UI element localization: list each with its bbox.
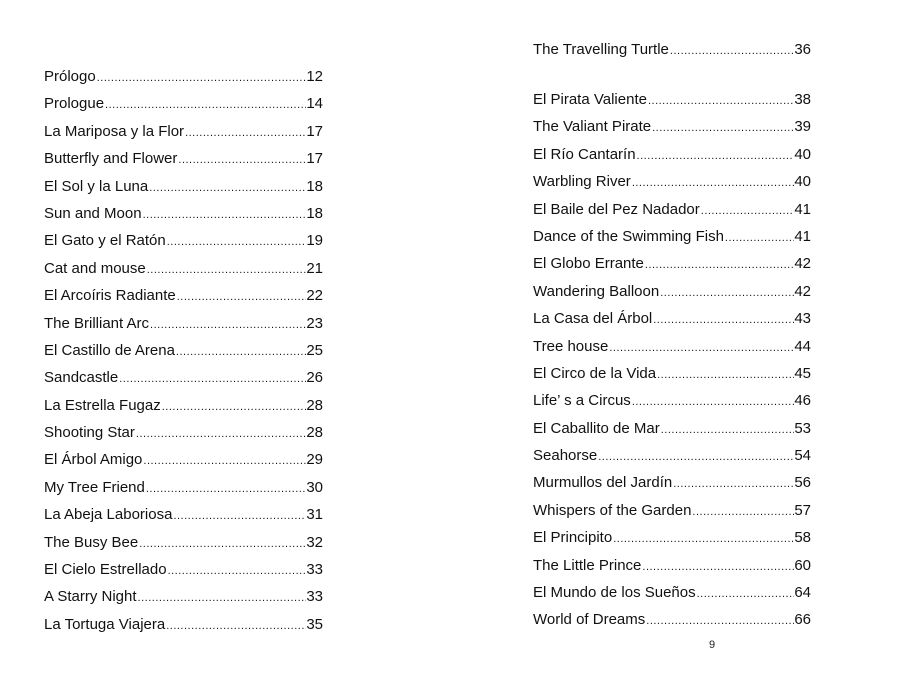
dot-leader — [651, 115, 794, 142]
toc-entry — [44, 282, 323, 309]
toc-entry-page: 44 — [794, 337, 811, 355]
toc-entry — [44, 173, 323, 200]
toc-entry-title: Prologue — [44, 95, 105, 113]
toc-entry-page: 30 — [306, 478, 323, 496]
toc-entry — [44, 255, 323, 282]
toc-entry — [44, 200, 323, 227]
dot-leader — [652, 307, 794, 334]
toc-entry — [533, 387, 811, 414]
toc-entry-page: 64 — [794, 584, 811, 602]
toc-entry-page: 32 — [306, 533, 323, 551]
dot-leader — [691, 499, 794, 526]
dot-leader — [146, 257, 307, 284]
dot-leader — [138, 531, 306, 558]
toc-entry — [533, 552, 811, 579]
dot-leader — [166, 229, 307, 256]
toc-entry-title: My Tree Friend — [44, 478, 145, 496]
toc-entry — [44, 501, 323, 528]
toc-entry-title: The Busy Bee — [44, 533, 139, 551]
toc-entry — [533, 168, 811, 195]
toc-entry-title: El Mundo de los Sueños — [533, 584, 696, 602]
toc-entry-title: El Árbol Amigo — [44, 451, 143, 469]
toc-entry — [44, 364, 323, 391]
toc-entry-page: 21 — [306, 259, 323, 277]
dot-leader — [167, 558, 307, 585]
toc-entry — [533, 579, 811, 606]
dot-leader — [161, 394, 307, 421]
toc-entry-title: El Caballito de Mar — [533, 419, 660, 437]
dot-leader — [165, 613, 306, 640]
toc-entry-title: El Gato y el Ratón — [44, 232, 166, 250]
toc-entry-title: World of Dreams — [533, 611, 646, 629]
dot-leader — [135, 421, 306, 448]
toc-entry — [44, 419, 323, 446]
toc-entry — [533, 469, 811, 496]
toc-entry-title: Shooting Star — [44, 424, 135, 442]
dot-leader — [647, 88, 794, 115]
dot-leader — [631, 170, 795, 197]
toc-entry-page: 60 — [794, 556, 811, 574]
toc-entry — [44, 446, 323, 473]
toc-entry — [533, 497, 811, 524]
toc-entry — [533, 360, 811, 387]
toc-entry — [44, 474, 323, 501]
toc-entry — [44, 118, 323, 145]
toc-entry — [533, 86, 811, 113]
dot-leader — [597, 444, 794, 471]
dot-leader — [145, 476, 306, 503]
toc-entry-page: 26 — [306, 369, 323, 387]
dot-leader — [142, 202, 307, 229]
toc-entry — [44, 63, 323, 90]
toc-entry-page: 22 — [306, 287, 323, 305]
toc-entry-page: 19 — [306, 232, 323, 250]
toc-entry-title: Butterfly and Flower — [44, 150, 178, 168]
toc-entry-page: 46 — [794, 392, 811, 410]
toc-entry-page: 57 — [794, 501, 811, 519]
toc-right-column — [533, 36, 811, 634]
dot-leader — [631, 389, 795, 416]
dot-leader — [118, 366, 306, 393]
toc-entry — [533, 113, 811, 140]
toc-entry-title: Life’ s a Circus — [533, 392, 631, 410]
toc-entry — [533, 36, 811, 63]
toc-entry-page: 17 — [306, 150, 323, 168]
dot-leader — [641, 554, 794, 581]
dot-leader — [645, 608, 794, 635]
toc-entry-page: 29 — [306, 451, 323, 469]
dot-leader — [177, 147, 306, 174]
toc-entry — [44, 392, 323, 419]
toc-left-column — [44, 63, 323, 638]
dot-leader — [669, 38, 794, 65]
dot-leader — [656, 362, 794, 389]
dot-leader — [608, 335, 794, 362]
toc-entry-page: 18 — [306, 204, 323, 222]
dot-leader — [659, 280, 794, 307]
toc-entry-title: A Starry Night — [44, 588, 137, 606]
dot-leader — [104, 92, 306, 119]
dot-leader — [184, 120, 306, 147]
toc-entry — [533, 442, 811, 469]
toc-entry-page: 18 — [306, 177, 323, 195]
toc-entry-page: 33 — [306, 588, 323, 606]
toc-entry-page: 31 — [306, 506, 323, 524]
dot-leader — [696, 581, 795, 608]
toc-entry-title: La Abeja Laboriosa — [44, 506, 173, 524]
toc-entry-title: El Circo de la Vida — [533, 364, 657, 382]
toc-entry-title: El Cielo Estrellado — [44, 561, 167, 579]
toc-entry-title: Whispers of the Garden — [533, 501, 692, 519]
toc-entry-title: Sandcastle — [44, 369, 119, 387]
dot-leader — [148, 175, 306, 202]
toc-entry — [533, 196, 811, 223]
toc-entry-page: 36 — [794, 41, 811, 58]
toc-entry-page: 40 — [794, 145, 811, 163]
toc-entry-page: 41 — [794, 200, 811, 218]
toc-entry-title: Prólogo — [44, 68, 96, 85]
toc-entry-page: 17 — [306, 122, 323, 140]
dot-leader — [176, 284, 307, 311]
toc-entry-page: 58 — [794, 529, 811, 547]
toc-entry-title: Wandering Balloon — [533, 282, 660, 300]
dot-leader — [137, 585, 307, 612]
toc-entry — [44, 90, 323, 117]
toc-entry — [44, 337, 323, 364]
toc-entry — [533, 141, 811, 168]
toc-entry-title: The Little Prince — [533, 556, 642, 574]
toc-entry-page: 25 — [306, 341, 323, 359]
toc-entry-page: 66 — [794, 611, 811, 629]
toc-entry-title: El Sol y la Luna — [44, 177, 149, 195]
toc-entry-title: Warbling River — [533, 173, 631, 191]
dot-leader — [660, 417, 795, 444]
toc-entry-title: The Valiant Pirate — [533, 118, 652, 136]
toc-entry-title: El Baile del Pez Nadador — [533, 200, 700, 218]
toc-entry — [533, 606, 811, 633]
toc-entry-title: Seahorse — [533, 447, 598, 465]
dot-leader — [142, 448, 306, 475]
dot-leader — [636, 143, 795, 170]
toc-entry-page: 43 — [794, 310, 811, 328]
toc-entry — [44, 583, 323, 610]
toc-entry — [44, 529, 323, 556]
toc-entry-title: Dance of the Swimming Fish — [533, 227, 724, 245]
toc-entry — [44, 556, 323, 583]
dot-leader — [149, 312, 306, 339]
toc-entry-title: La Tortuga Viajera — [44, 615, 166, 633]
toc-entry — [533, 524, 811, 551]
dot-leader — [96, 65, 307, 92]
toc-entry-title: Murmullos del Jardín — [533, 474, 673, 492]
toc-entry-title: El Río Cantarín — [533, 145, 636, 163]
toc-entry — [533, 250, 811, 277]
toc-entry-page: 39 — [794, 118, 811, 136]
dot-leader — [700, 198, 795, 225]
dot-leader — [672, 471, 794, 498]
dot-leader — [644, 252, 794, 279]
toc-entry-page: 53 — [794, 419, 811, 437]
toc-entry — [533, 223, 811, 250]
toc-entry-page: 42 — [794, 282, 811, 300]
toc-entry — [533, 305, 811, 332]
toc-entry-page: 56 — [794, 474, 811, 492]
toc-entry-title: La Estrella Fugaz — [44, 396, 161, 414]
toc-entry — [533, 278, 811, 305]
toc-entry-title: El Globo Errante — [533, 255, 644, 273]
toc-entry — [44, 310, 323, 337]
toc-entry — [533, 333, 811, 360]
toc-entry-title: El Castillo de Arena — [44, 341, 175, 359]
toc-entry-title: El Principito — [533, 529, 613, 547]
toc-entry-page: 14 — [306, 95, 323, 113]
toc-entry-page: 33 — [306, 561, 323, 579]
toc-entry-page: 45 — [794, 364, 811, 382]
dot-leader — [175, 339, 306, 366]
dot-leader — [724, 225, 794, 252]
toc-entry-page: 28 — [306, 424, 323, 442]
toc-entry-title: Cat and mouse — [44, 259, 146, 277]
toc-entry-title: La Mariposa y la Flor — [44, 122, 185, 140]
dot-leader — [612, 526, 794, 553]
toc-entry-title: Tree house — [533, 337, 609, 355]
toc-entry-page: 28 — [306, 396, 323, 414]
toc-entry-title: El Arcoíris Radiante — [44, 287, 176, 305]
toc-entry-page: 41 — [794, 227, 811, 245]
toc-entry-title: Sun and Moon — [44, 204, 142, 222]
toc-entry-title: El Pirata Valiente — [533, 90, 647, 108]
toc-entry-page: 38 — [794, 90, 811, 108]
toc-entry-title: The Travelling Turtle — [533, 41, 669, 58]
toc-entry-page: 12 — [306, 68, 323, 85]
toc-entry — [44, 611, 323, 638]
toc-entry-page: 42 — [794, 255, 811, 273]
dot-leader — [172, 503, 306, 530]
toc-entry — [44, 227, 323, 254]
toc-entry — [44, 145, 323, 172]
page-number: 9 — [708, 639, 716, 651]
toc-entry-page: 54 — [794, 447, 811, 465]
toc-entry-page: 35 — [306, 615, 323, 633]
toc-entry-page: 23 — [306, 314, 323, 332]
toc-entry-page: 40 — [794, 173, 811, 191]
toc-entry-title: La Casa del Árbol — [533, 310, 653, 328]
toc-entry-title: The Brilliant Arc — [44, 314, 150, 332]
toc-entry — [533, 415, 811, 442]
